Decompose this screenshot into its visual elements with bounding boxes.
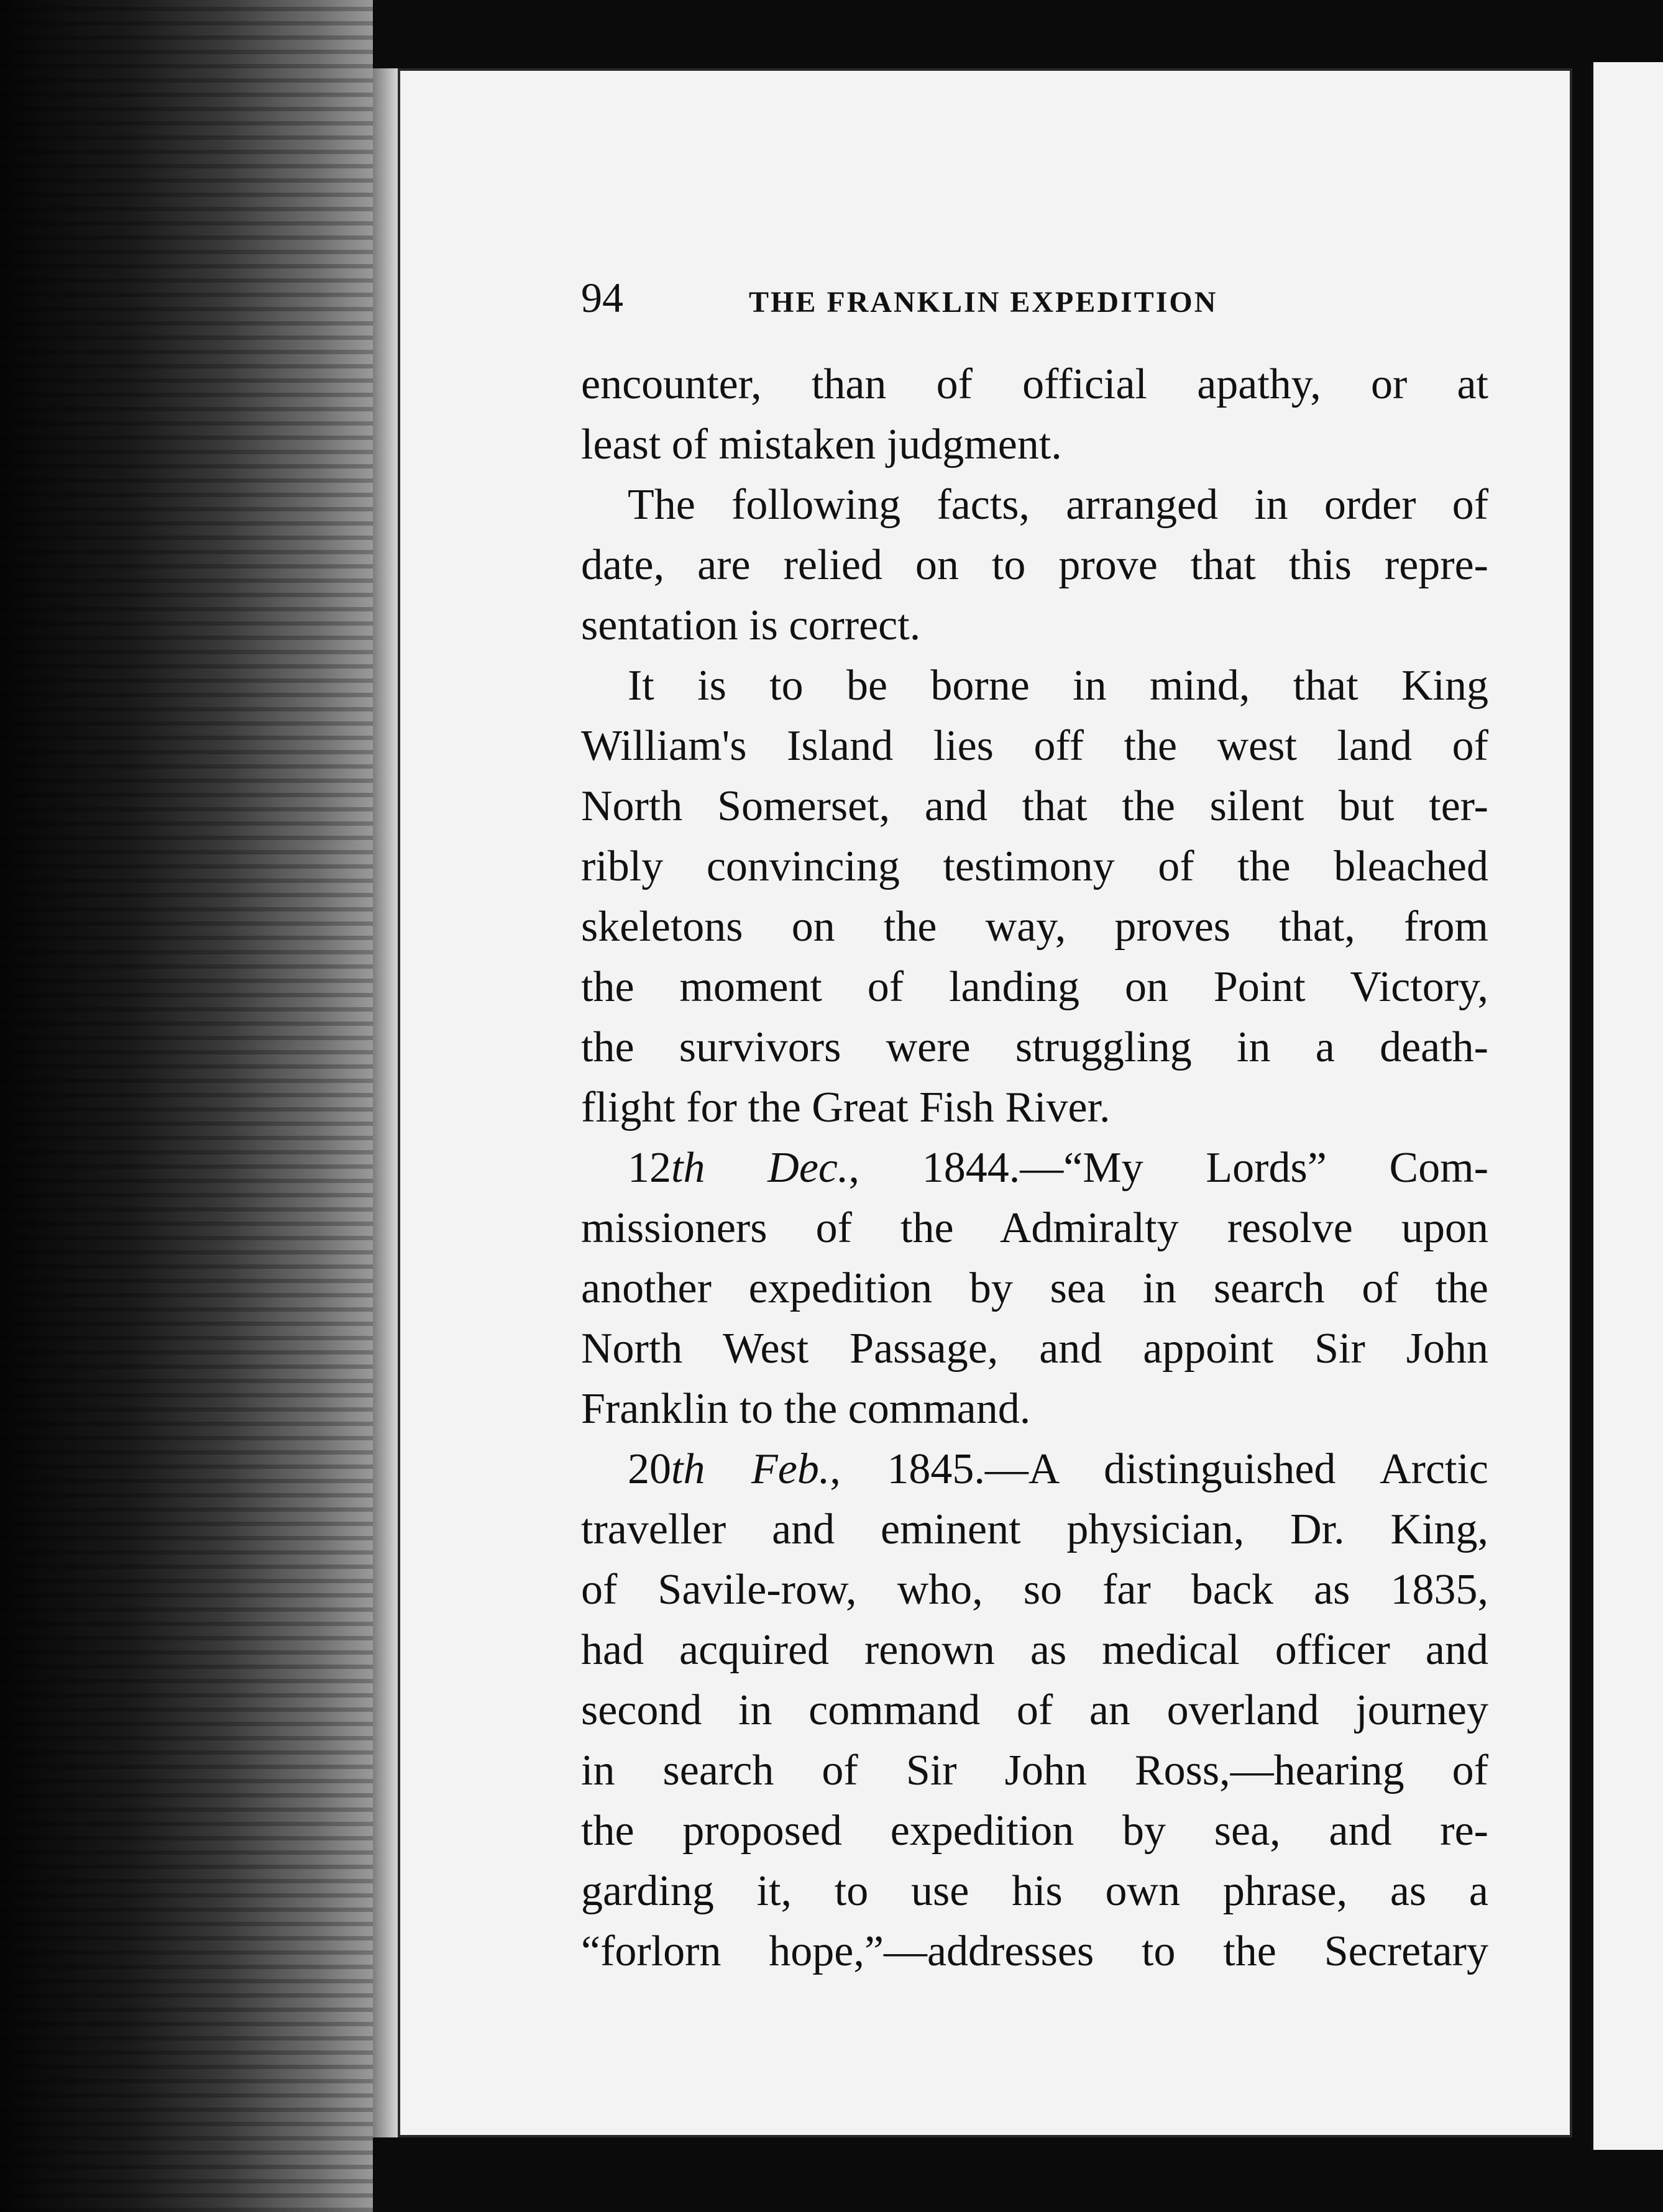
text-line: the moment of landing on Point Victory,	[581, 963, 1488, 1011]
text-line: 20th Feb., 1845.—A distinguished Arctic	[628, 1445, 1489, 1493]
text-line: the survivors were struggling in a death-	[581, 1023, 1488, 1071]
text-line: garding it, to use his own phrase, as a	[581, 1867, 1488, 1915]
text-line: the proposed expedition by sea, and re-	[581, 1807, 1488, 1855]
text-line: “forlorn hope,”—addresses to the Secretary	[581, 1927, 1488, 1975]
text-line: another expedition by sea in search of the	[581, 1264, 1488, 1312]
text-line: Franklin to the command.	[581, 1385, 1031, 1433]
page-content	[581, 273, 1488, 1981]
text-line: sentation is correct.	[581, 601, 921, 649]
text-line: date, are relied on to prove that this repre-	[581, 541, 1488, 589]
text-line: skeletons on the way, proves that, from	[581, 903, 1488, 951]
text-line: in search of Sir John Ross,—hearing of	[581, 1747, 1488, 1794]
text-line: ribly convincing testimony of the bleached	[581, 843, 1488, 890]
text-line: North Somerset, and that the silent but ter-	[581, 782, 1488, 830]
page-edge	[373, 68, 398, 2137]
text-line: The following facts, arranged in order of	[628, 481, 1488, 529]
text-line: 12th Dec., 1844.—“My Lords” Com-	[628, 1144, 1489, 1192]
page-header	[581, 273, 1488, 321]
gutter-shading	[0, 0, 373, 2212]
running-title: THE FRANKLIN EXPEDITION	[749, 286, 1218, 319]
text-line: of Savile-row, who, so far back as 1835,	[581, 1566, 1488, 1614]
text-line: had acquired renown as medical officer and	[581, 1626, 1488, 1674]
text-line: least of mistaken judgment.	[581, 421, 1062, 468]
text-line: missioners of the Admiralty resolve upon	[581, 1204, 1488, 1252]
text-line: encounter, than of official apathy, or at	[581, 360, 1488, 408]
text-line: flight for the Great Fish River.	[581, 1084, 1111, 1131]
facing-page-edge	[1591, 62, 1663, 2150]
text-line: traveller and eminent physician, Dr. King,	[581, 1506, 1488, 1553]
text-line: second in command of an overland journey	[581, 1686, 1488, 1734]
text-line: It is to be borne in mind, that King	[628, 662, 1488, 710]
page-number: 94	[581, 274, 623, 321]
text-line: William's Island lies off the west land of	[581, 722, 1488, 770]
text-line: North West Passage, and appoint Sir John	[581, 1325, 1488, 1373]
